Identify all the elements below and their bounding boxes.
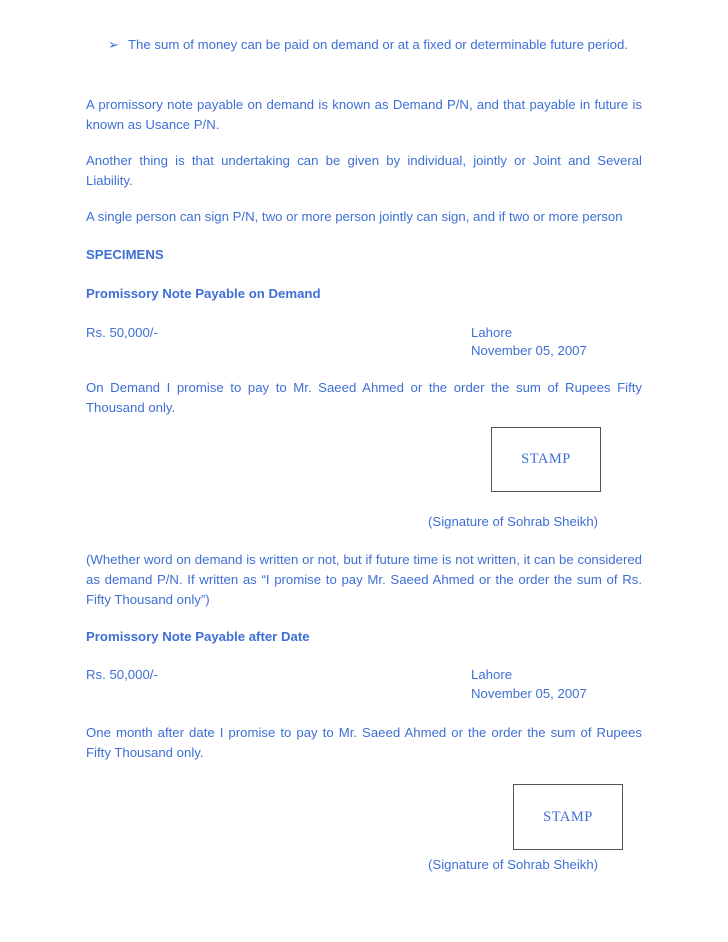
paragraph-demand-usance: A promissory note payable on demand is known as Demand P/N, and that payable in future is known as Usance P/N. — [86, 97, 642, 132]
date-after-date: November 05, 2007 — [471, 686, 587, 701]
place-demand: Lahore — [471, 325, 513, 340]
arrow-bullet-icon: ➢ — [108, 37, 119, 52]
amount-after-date: Rs. 50,000/- — [86, 667, 158, 682]
body-demand: On Demand I promise to pay to Mr. Saeed Ahmed or the order the sum of Rupees Fifty Thousand only. — [86, 380, 642, 415]
stamp-label-demand: STAMP — [521, 451, 571, 467]
amount-demand: Rs. 50,000/- — [86, 325, 158, 340]
heading-specimens: SPECIMENS — [86, 247, 164, 262]
heading-note-after-date: Promissory Note Payable after Date — [86, 629, 310, 644]
signature-after-date: (Signature of Sohrab Sheikh) — [428, 857, 599, 872]
paragraph-signing: A single person can sign P/N, two or more person jointly can sign, and if two or more person — [86, 209, 623, 224]
heading-note-demand: Promissory Note Payable on Demand — [86, 286, 321, 301]
stamp-label-after-date: STAMP — [543, 808, 593, 825]
paragraph-undertaking: Another thing is that undertaking can be given by individual, jointly or Joint and Several Liability. — [86, 153, 642, 188]
date-demand: November 05, 2007 — [471, 343, 587, 358]
stamp-box-demand — [491, 427, 601, 492]
paragraph-note-explanation: (Whether word on demand is written or not, but if future time is not written, it can be considered as demand P/N. If written as “I promise to pay Mr. Saeed Ahmed or the order the sum of Rs. Fifty Thousand only”) — [86, 552, 642, 607]
place-after-date: Lahore — [471, 667, 513, 682]
bullet-text: The sum of money can be paid on demand or at a fixed or determinable future period. — [128, 37, 628, 52]
stamp-box-after-date — [513, 784, 623, 850]
signature-demand: (Signature of Sohrab Sheikh) — [428, 514, 599, 529]
body-after-date: One month after date I promise to pay to Mr. Saeed Ahmed or the order the sum of Rupees Fifty Thousand only. — [86, 725, 642, 760]
